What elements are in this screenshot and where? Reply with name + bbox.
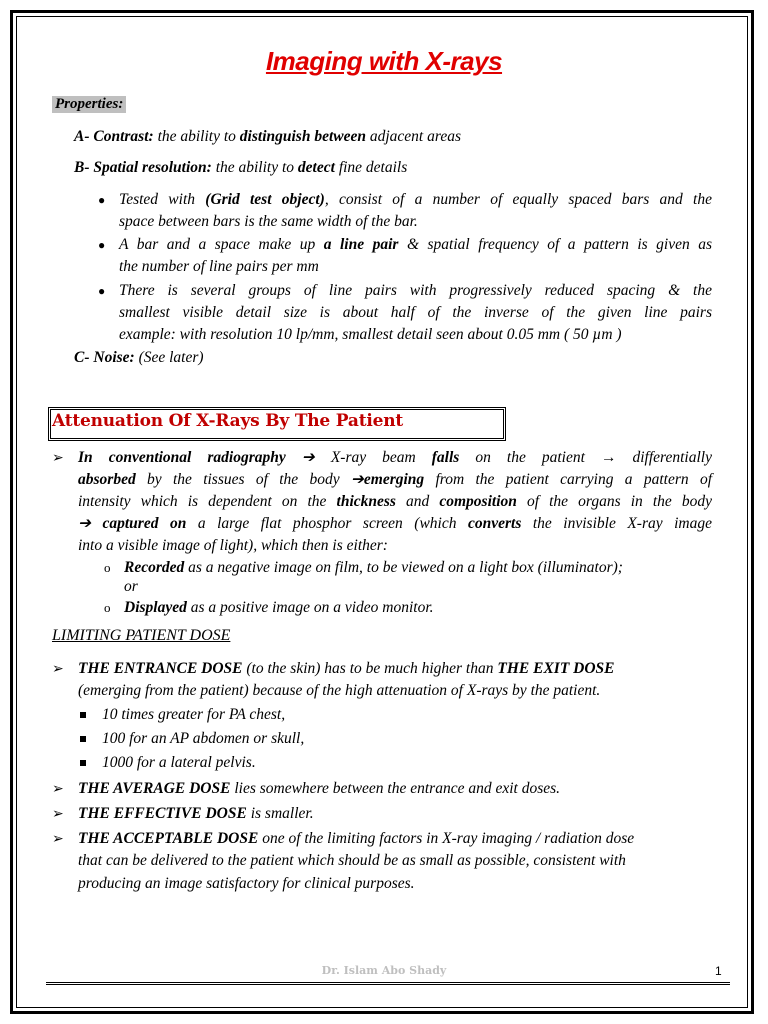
- attenuation-line-1: [78, 447, 712, 469]
- text-span: as a positive image on a video monitor.: [186, 599, 434, 616]
- bullet-dot-icon: ●: [98, 238, 106, 252]
- text-span: a large flat phosphor screen (which: [186, 515, 468, 532]
- text-span: from the patient carrying a pattern of: [424, 471, 712, 488]
- bullet-2-text-a: A bar and a space make up: [119, 236, 324, 253]
- page-title: Imaging with X-rays: [265, 46, 503, 76]
- effective-dose-line: [78, 803, 314, 825]
- spatial-bold: detect: [297, 159, 335, 176]
- text-bold: Displayed: [124, 599, 187, 616]
- average-dose-line: [78, 778, 560, 800]
- conventional-radiography: In conventional radiography: [78, 449, 286, 466]
- bullet-3-line-2: smallest visible detail size is about half of the inverse of the given line pairs: [119, 304, 712, 321]
- text-span: intensity which is dependent on the: [78, 493, 337, 510]
- text-bold: THE EXIT DOSE: [497, 660, 615, 677]
- text-bold: captured on: [102, 515, 187, 532]
- text-bold: THE ACCEPTABLE DOSE: [78, 830, 259, 847]
- bullet-3-line-1: There is several groups of line pairs with progressively reduced spacing & the: [119, 282, 712, 299]
- bullet-2-line-1: [119, 234, 712, 256]
- bullet-1-text-a: Tested with: [119, 191, 206, 208]
- noise-text: (See later): [134, 349, 204, 366]
- bullet-1-line-1: [119, 189, 712, 211]
- acceptable-dose-line-3: producing an image satisfactory for clinical purposes.: [78, 875, 415, 892]
- page-number: 1: [715, 964, 722, 978]
- text-bold: THE EFFECTIVE DOSE: [78, 805, 247, 822]
- text-bold: falls: [431, 449, 460, 466]
- dose-item-2: 100 for an AP abdomen or skull,: [102, 730, 305, 747]
- entrance-dose-line-1: [78, 658, 615, 680]
- limiting-dose-heading: LIMITING PATIENT DOSE: [52, 627, 231, 644]
- arrow-bullet-icon: ➢: [52, 782, 64, 797]
- acceptable-dose-line-1: [78, 828, 634, 850]
- noise-label: C- Noise:: [74, 349, 135, 366]
- spatial-text-1: the ability to: [211, 159, 298, 176]
- text-span: the invisible X-ray image: [521, 515, 712, 532]
- footer-rule: [46, 982, 730, 985]
- text-span: as a negative image on film, to be viewed on a light box (illuminator);: [184, 559, 623, 576]
- arrow-bullet-icon: ➢: [52, 807, 64, 822]
- noise-line: [74, 347, 204, 369]
- dose-item-1: 10 times greater for PA chest,: [102, 706, 286, 723]
- square-bullet-icon: [80, 760, 86, 766]
- text-span: by the tissues of the body ➔: [135, 471, 364, 488]
- text-bold: emerging: [363, 471, 425, 488]
- text-bold: thickness: [336, 493, 396, 510]
- text-span: ➔ X-ray beam: [285, 449, 432, 466]
- text-bold: composition: [439, 493, 517, 510]
- bullet-2-text-c: & spatial frequency of a pattern is given as: [398, 236, 713, 253]
- arrow-bullet-icon: ➢: [52, 451, 64, 466]
- text-span: and: [395, 493, 440, 510]
- bullet-1-bold: (Grid test object): [205, 191, 325, 208]
- option-recorded-or: or: [124, 578, 138, 595]
- section-heading: Attenuation Of X-Rays By The Patient: [52, 411, 404, 431]
- text-bold: converts: [467, 515, 522, 532]
- bullet-2-bold: a line pair: [323, 236, 399, 253]
- text-span: on the patient → differentially: [459, 449, 712, 466]
- text-bold: THE ENTRANCE DOSE: [78, 660, 243, 677]
- footer-author: Dr. Islam Abo Shady: [321, 964, 447, 977]
- entrance-dose-line-2: (emerging from the patient) because of the high attenuation of X-rays by the patient.: [78, 682, 601, 699]
- spatial-text-2: fine details: [334, 159, 408, 176]
- text-span: of the organs in the body: [516, 493, 712, 510]
- option-recorded: [124, 557, 623, 579]
- bullet-3-line-3: example: with resolution 10 lp/mm, smallest detail seen about 0.05 mm ( 50 µm ): [119, 326, 622, 343]
- bullet-1-text-c: , consist of a number of equally spaced bars and the: [324, 191, 712, 208]
- text-span: one of the limiting factors in X-ray imaging / radiation dose: [258, 830, 635, 847]
- contrast-label: A- Contrast:: [74, 128, 154, 145]
- spatial-label: B- Spatial resolution:: [74, 159, 212, 176]
- contrast-text-2: adjacent areas: [365, 128, 461, 145]
- arrow-bullet-icon: ➢: [52, 662, 64, 677]
- spatial-line: [74, 157, 407, 179]
- arrow-bullet-icon: ➢: [52, 832, 64, 847]
- contrast-bold: distinguish between: [239, 128, 366, 145]
- circle-bullet-icon: o: [104, 560, 111, 575]
- acceptable-dose-line-2: that can be delivered to the patient which should be as small as possible, consistent with: [78, 852, 626, 869]
- text-bold: absorbed: [78, 471, 136, 488]
- contrast-line: [74, 126, 461, 148]
- attenuation-line-2: [78, 469, 712, 491]
- contrast-text-1: the ability to: [153, 128, 240, 145]
- text-span: is smaller.: [246, 805, 314, 822]
- properties-heading: Properties:: [52, 96, 126, 113]
- dose-item-3: 1000 for a lateral pelvis.: [102, 754, 256, 771]
- bullet-2-line-2: the number of line pairs per mm: [119, 258, 319, 275]
- circle-bullet-icon: o: [104, 600, 111, 615]
- bullet-dot-icon: ●: [98, 284, 106, 298]
- bullet-1-line-2: space between bars is the same width of the bar.: [119, 213, 418, 230]
- square-bullet-icon: [80, 736, 86, 742]
- attenuation-line-3: [78, 491, 712, 513]
- attenuation-line-4: [78, 513, 712, 535]
- text-bold: THE AVERAGE DOSE: [78, 780, 231, 797]
- square-bullet-icon: [80, 712, 86, 718]
- option-displayed: [124, 597, 434, 619]
- text-span: (to the skin) has to be much higher than: [242, 660, 498, 677]
- text-span: lies somewhere between the entrance and exit doses.: [230, 780, 561, 797]
- text-bold: Recorded: [124, 559, 185, 576]
- text-span: ➔: [78, 515, 103, 532]
- attenuation-line-5: into a visible image of light), which then is either:: [78, 537, 388, 554]
- bullet-dot-icon: ●: [98, 193, 106, 207]
